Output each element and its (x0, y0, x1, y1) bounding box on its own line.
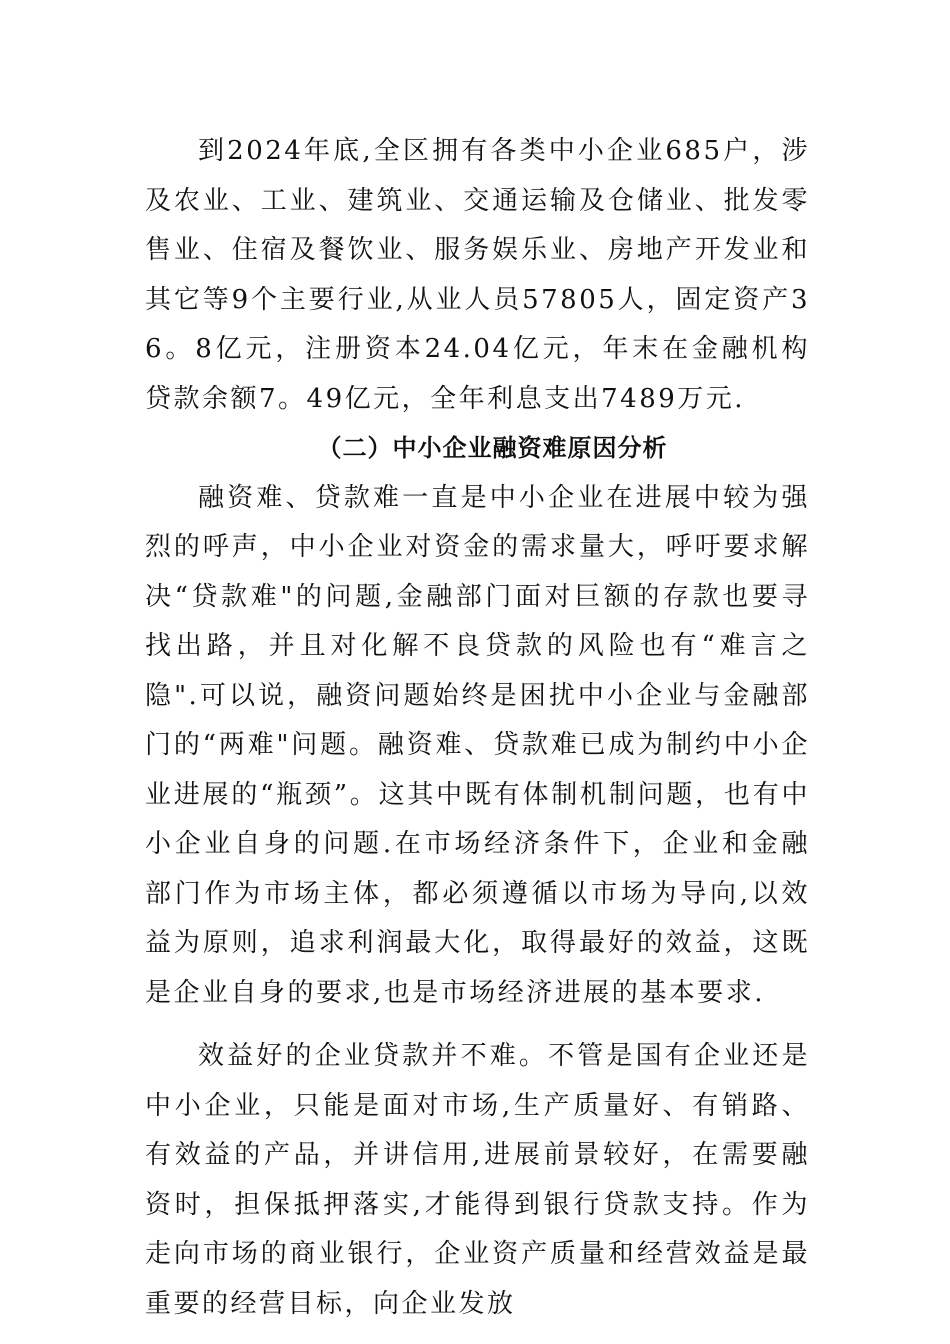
document-body (145, 127, 810, 1329)
paragraph-financing-difficulty: 融资难、贷款难一直是中小企业在进展中较为强烈的呼声，中小企业对资金的需求量大，呼吁要求解决“贷款难"的问题,金融部门面对巨额的存款也要寻找出路，并且对化解不良贷款的风险也有“难言之隐".可以说，融资问题始终是困扰中小企业与金融部门的“两难"问题。融资难、贷款难已成为制约中小企业进展的“瓶颈”。这其中既有体制机制问题，也有中小企业自身的问题.在市场经济条件下，企业和金融部门作为市场主体，都必须遵循以市场为导向,以效益为原则，追求利润最大化，取得最好的效益，这既是企业自身的要求,也是市场经济进展的基本要求. (145, 482, 810, 1008)
paragraph-profitable-enterprises: 效益好的企业贷款并不难。不管是国有企业还是中小企业，只能是面对市场,生产质量好、有销路、有效益的产品，并讲信用,进展前景较好，在需要融资时，担保抵押落实,才能得到银行贷款支持。作为走向市场的商业银行，企业资产质量和经营效益是最重要的经营目标，向企业发放 (145, 1041, 810, 1319)
paragraph-statistics: 到2024年底,全区拥有各类中小企业685户，涉及农业、工业、建筑业、交通运输及仓储业、批发零售业、住宿及餐饮业、服务娱乐业、房地产开发业和其它等9个主要行业,从业人员57805人，固定资产36。8亿元，注册资本24.04亿元，年末在金融机构贷款余额7。49亿元，全年利息支出7489万元. (145, 136, 810, 414)
paragraph-spacer (145, 1018, 810, 1032)
section-heading: （二）中小企业融资难原因分析 (317, 434, 668, 462)
